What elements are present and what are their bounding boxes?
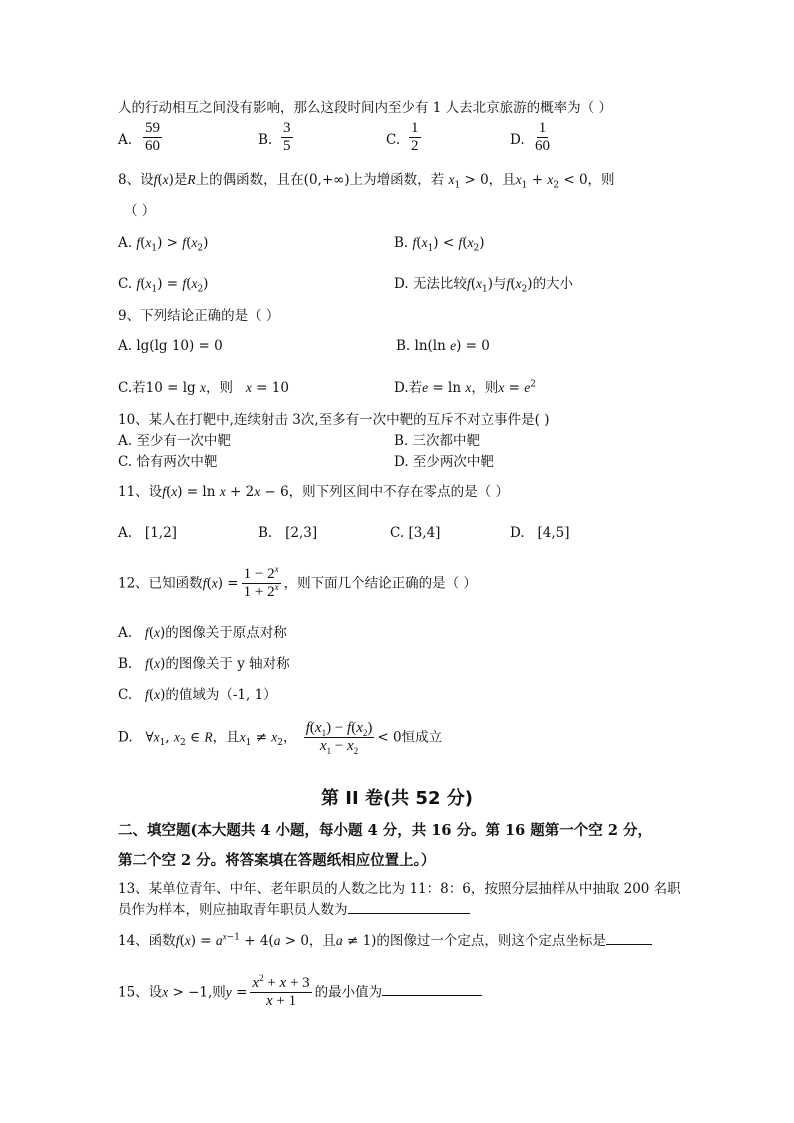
q7-option-d-fraction: $\frac{1}{60}$ — [535, 120, 550, 155]
q7-option-c-label: C. — [386, 132, 401, 148]
q8-option-b: B. $f(x_1) < f(x_2)$ — [394, 235, 485, 254]
q13-line1: 13、某单位青年、中年、老年职员的人数之比为 11：8：6，按照分层抽样从中抽取 200 名职 — [118, 881, 681, 897]
q10-option-a: A. 至少有一次中靶 — [118, 433, 231, 449]
q9-option-c: C.若10 = lg x，则 x = 10 — [118, 380, 289, 396]
q7-option-a-label: A. — [118, 132, 133, 148]
q13-answer-blank — [348, 901, 470, 914]
q10-stem: 10、某人在打靶中,连续射击 3次,至多有一次中靶的互斥不对立事件是( ) — [118, 412, 550, 428]
q11-option-d: D. [4,5] — [510, 525, 570, 541]
q7-option-c-fraction: $\frac{1}{2}$ — [411, 120, 419, 155]
q9-stem: 9、下列结论正确的是（ ） — [118, 308, 280, 324]
q14-answer-blank — [606, 932, 652, 945]
q12-option-b: B. f(x)的图像关于 y 轴对称 — [118, 656, 290, 672]
q15-stem: 15、设x > −1,则y = $\frac{x^2 + x + 3}{x + 1}$ 的最小值为 — [118, 975, 482, 1011]
q9-option-a: A. lg(lg 10) = 0 — [118, 338, 223, 354]
q8-answer-paren: （ ） — [124, 203, 156, 219]
q11-option-a: A. [1,2] — [118, 525, 177, 541]
q12-stem: 12、已知函数f(x) = $\frac{1 - 2^x}{1 + 2^x}$ ，则下面几个结论正确的是（ ） — [118, 564, 477, 601]
q9-option-b: B. ln(ln e) = 0 — [396, 338, 490, 354]
section-instructions-line1: 二、填空题(本大题共 4 小题，每小题 4 分，共 16 分。第 16 题第一个空 2 分， — [118, 822, 652, 839]
q7-option-a-fraction: $\frac{59}{60}$ — [145, 120, 160, 155]
q12-option-c: C. f(x)的值域为（-1, 1） — [118, 687, 277, 703]
q11-stem: 11、设f(x) = ln x + 2x − 6，则下列区间中不存在零点的是（ ） — [118, 484, 509, 500]
q13-line2: 员作为样本，则应抽取青年职员人数为 — [118, 901, 470, 918]
q14-stem: 14、函数$f(x) = a^{x-1} + 4(a > 0$，且a ≠ 1)的图像过一个定点，则这个定点坐标是 — [118, 932, 652, 949]
q7-option-b-fraction: $\frac{3}{5}$ — [283, 120, 291, 155]
section-title: 第 II 卷(共 52 分) — [321, 788, 473, 809]
q8-option-a: A. $f(x_1) > f(x_2)$ — [118, 235, 209, 254]
q12-option-a: A. f(x)的图像关于原点对称 — [118, 625, 287, 641]
q10-option-b: B. 三次都中靶 — [394, 433, 481, 449]
q8-option-c: C. $f(x_1) = f(x_2)$ — [118, 276, 209, 295]
q11-option-c: C. [3,4] — [390, 525, 441, 541]
q7-stem: 人的行动相互之间没有影响，那么这段时间内至少有 1 人去北京旅游的概率为（ ） — [118, 100, 612, 116]
q11-option-b: B. [2,3] — [258, 525, 318, 541]
section-instructions-line2: 第二个空 2 分。将答案填在答题纸相应位置上。） — [118, 852, 436, 869]
q8-option-d: D. 无法比较$f(x_1)$与$f(x_2)$的大小 — [394, 276, 574, 295]
q9-option-d: D.若e = ln x，则$x = e^2$ — [394, 379, 536, 396]
q10-option-c: C. 恰有两次中靶 — [118, 454, 218, 470]
q10-option-d: D. 至少两次中靶 — [394, 454, 494, 470]
q7-option-b-label: B. — [258, 132, 273, 148]
q8-stem: 8、设f(x)是R上的偶函数，且在(0,+∞)上为增函数，若 $x_1 > 0$，且$x_1 + x_2 < 0$，则 — [118, 172, 615, 191]
q15-answer-blank — [382, 983, 482, 996]
q7-option-d-label: D. — [510, 132, 525, 148]
q12-option-d: D. $\forall x_1$, $x_2$ ∈ R，且$x_1 \ne x_2$， $\frac{f(x_1) - f(x_2)}{x_1 - x_2}$ < 0恒成立 — [118, 720, 443, 757]
